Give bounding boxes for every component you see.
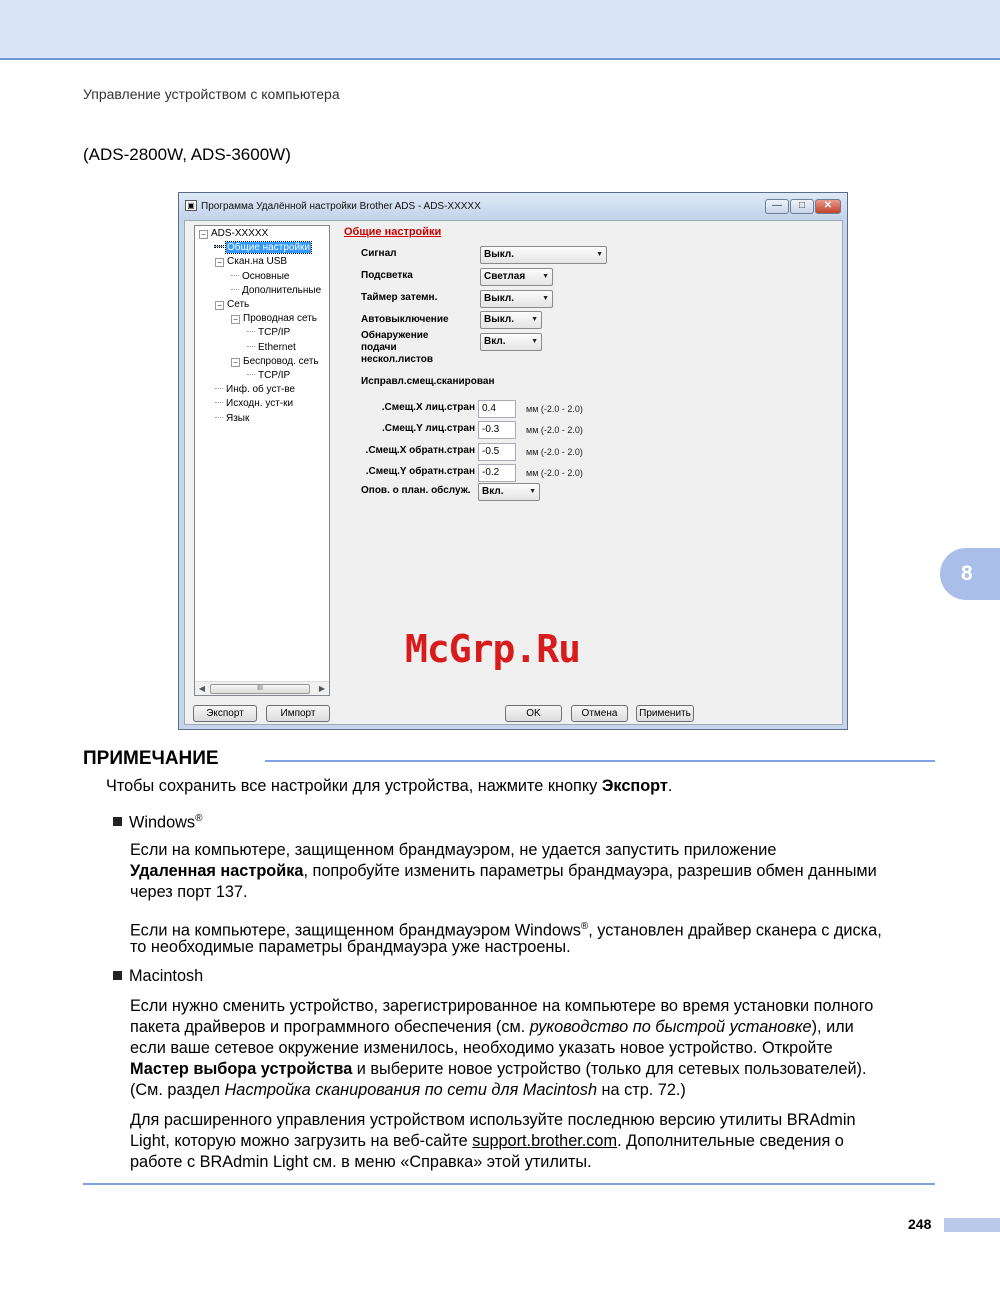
chevron-down-icon: ▼: [529, 488, 536, 495]
chevron-down-icon: ▼: [542, 273, 549, 280]
settings-tree[interactable]: [194, 225, 330, 696]
windows-p2-line2: то необходимые параметры брандмауэра уже настроены.: [130, 938, 571, 956]
offset-label: Смещ.Y лиц.стран.: [381, 423, 475, 434]
beep-label: Сигнал: [361, 248, 397, 259]
mac-p1-line1: Если нужно сменить устройство, зарегистрированное на компьютере во время установки полного: [130, 997, 874, 1015]
offset-range: мм (-2.0 - 2.0): [526, 425, 583, 435]
multifeed-label-1: Обнаружение: [361, 330, 429, 341]
tree-scrollbar[interactable]: [195, 681, 329, 695]
ok-button[interactable]: OK: [505, 705, 562, 722]
windows-p1-line3: через порт 137.: [130, 883, 248, 901]
tree-connector: [215, 388, 223, 389]
scan-offset-heading: Исправл.смещ.сканирован: [361, 376, 495, 387]
dim-timer-label: Таймер затемн.: [361, 292, 438, 303]
offset-range: мм (-2.0 - 2.0): [526, 404, 583, 414]
note-divider: [265, 760, 935, 762]
mac-p2-line3: работе с BRAdmin Light см. в меню «Справка» этой утилиты.: [130, 1153, 592, 1171]
chevron-down-icon: ▼: [542, 295, 549, 302]
tree-item[interactable]: [247, 327, 290, 339]
tree-item-label: Проводная сеть: [243, 313, 317, 325]
import-button[interactable]: Импорт: [266, 705, 330, 722]
windows-p1-line2: Удаленная настройка, попробуйте изменить параметры брандмауэра, разрешив обмен данными: [130, 862, 877, 880]
tree-item[interactable]: [215, 398, 293, 410]
tree-item[interactable]: [215, 384, 295, 396]
maximize-button[interactable]: □: [790, 199, 814, 214]
scroll-right-icon[interactable]: ▶: [318, 684, 326, 693]
windows-bullet: Windows®: [113, 808, 202, 833]
app-icon: ▣: [185, 200, 197, 211]
scroll-left-icon[interactable]: ◀: [198, 684, 206, 693]
mac-p2-line1: Для расширенного управления устройством используйте последнюю версию утилиты BRAdmin: [130, 1111, 856, 1129]
tree-item-label: Инф. об уст-ве: [226, 384, 296, 396]
chevron-down-icon: ▼: [531, 316, 538, 323]
tree-expander-icon[interactable]: −: [231, 315, 240, 324]
multifeed-label-2: подачи: [361, 342, 397, 353]
tree-connector: [215, 246, 223, 247]
auto-off-select[interactable]: Выкл. ▼: [480, 311, 542, 329]
tree-item[interactable]: [215, 242, 311, 254]
tree-item-label: Сеть: [227, 299, 250, 310]
bullet-square-icon: [113, 817, 122, 826]
tree-item[interactable]: [231, 285, 321, 297]
mac-p2-line2: Light, которую можно загрузить на веб-сайте support.brother.com. Дополнительные сведения о: [130, 1132, 844, 1150]
section-title: Общие настройки: [344, 226, 442, 238]
tree-connector: [247, 346, 255, 347]
tree-item-label: Скан.на USB: [227, 256, 288, 268]
offset-input[interactable]: -0.5: [478, 443, 516, 461]
tree-item[interactable]: [215, 299, 249, 311]
tree-connector: [231, 289, 239, 290]
chapter-tab[interactable]: 8: [940, 548, 1000, 600]
chevron-down-icon: ▼: [531, 338, 538, 345]
watermark: McGrp.Ru: [405, 627, 581, 671]
macintosh-bullet: Macintosh: [113, 966, 203, 987]
tree-connector: [215, 417, 223, 418]
tree-item-label: Общие настройки: [227, 242, 310, 254]
auto-off-label: Автовыключение: [361, 314, 449, 325]
tree-item[interactable]: [231, 313, 317, 325]
tree-expander-icon[interactable]: −: [215, 301, 224, 310]
tree-item[interactable]: [215, 413, 249, 425]
mac-p1-line4: Мастер выбора устройства и выберите новое устройство (только для сетевых пользователей).: [130, 1060, 867, 1078]
tree-item[interactable]: [231, 271, 289, 283]
tree-item-label: Дополнительные: [242, 284, 322, 296]
tree-item[interactable]: [247, 370, 290, 382]
mac-p1-line5: (См. раздел Настройка сканирования по сети для Macintosh на стр. 72.): [130, 1081, 686, 1099]
tree-item-label: Язык: [226, 412, 250, 424]
windows-p2-line1: Если на компьютере, защищенном брандмауэром Windows®, установлен драйвер сканера с диска,: [130, 921, 882, 940]
mac-p1-line2: пакета драйверов и программного обеспечения (см. руководство по быстрой установке), или: [130, 1018, 854, 1036]
tree-expander-icon[interactable]: −: [199, 230, 208, 239]
offset-input[interactable]: -0.3: [478, 421, 516, 439]
tree-item[interactable]: [247, 342, 296, 354]
offset-label: Смещ.X обратн.стран.: [365, 445, 475, 456]
window-title: Программа Удалённой настройки Brother ADS - ADS-XXXXX: [201, 201, 481, 212]
page-number-bar: [944, 1218, 1000, 1232]
tree-item-label: TCP/IP: [258, 370, 291, 381]
apply-button[interactable]: Применить: [636, 705, 694, 722]
tree-item-label: TCP/IP: [258, 327, 291, 339]
tree-expander-icon[interactable]: −: [215, 258, 224, 267]
bullet-square-icon: [113, 971, 122, 980]
tree-item-label: ADS-XXXXX: [211, 228, 269, 239]
header-band: [0, 0, 1000, 60]
backlight-label: Подсветка: [361, 270, 413, 281]
mac-p1-line3: если ваше сетевое окружение изменилось, необходимо указать новое устройство. Откройте: [130, 1039, 833, 1057]
tree-connector: [231, 275, 239, 276]
page-number: 248: [908, 1216, 932, 1232]
minimize-button[interactable]: —: [765, 199, 789, 214]
offset-range: мм (-2.0 - 2.0): [526, 468, 583, 478]
tree-connector: [247, 331, 255, 332]
running-header: Управление устройством с компьютера: [83, 86, 340, 102]
beep-select[interactable]: Выкл. ▼: [480, 246, 607, 264]
multifeed-select[interactable]: Вкл. ▼: [480, 333, 542, 351]
dim-timer-select[interactable]: Выкл. ▼: [480, 290, 553, 308]
tree-item-label: Исходн. уст-ки: [226, 398, 294, 410]
backlight-select[interactable]: Светлая ▼: [480, 268, 553, 286]
offset-range: мм (-2.0 - 2.0): [526, 447, 583, 457]
tree-item[interactable]: [231, 356, 319, 368]
chevron-down-icon: ▼: [596, 251, 603, 258]
footer-divider: [83, 1183, 935, 1185]
offset-label: Смещ.X лиц.стран.: [381, 402, 475, 413]
close-button[interactable]: ✕: [815, 199, 841, 214]
tree-expander-icon[interactable]: −: [231, 358, 240, 367]
offset-label: Смещ.Y обратн.стран.: [365, 466, 475, 477]
tree-item-label: Ethernet: [258, 341, 296, 353]
tree-item[interactable]: [215, 256, 287, 268]
offset-input[interactable]: -0.2: [478, 464, 516, 482]
model-list: (ADS-2800W, ADS-3600W): [83, 145, 291, 164]
maintenance-label: Опов. о план. обслуж.: [361, 485, 471, 496]
tree-item[interactable]: [199, 228, 268, 240]
tree-item-label: Основные: [242, 270, 290, 282]
cancel-button[interactable]: Отмена: [571, 705, 628, 722]
multifeed-label-3: нескол.листов: [361, 354, 433, 365]
note-intro: Чтобы сохранить все настройки для устройства, нажмите кнопку Экспорт.: [106, 777, 673, 795]
windows-p1-line1: Если на компьютере, защищенном брандмауэром, не удается запустить приложение: [130, 841, 777, 859]
window-titlebar: [179, 193, 847, 219]
export-button[interactable]: Экспорт: [193, 705, 257, 722]
maintenance-select[interactable]: Вкл. ▼: [478, 483, 540, 501]
offset-input[interactable]: 0.4: [478, 400, 516, 418]
tree-connector: [215, 402, 223, 403]
support-link[interactable]: support.brother.com: [472, 1132, 618, 1150]
tree-item-label: Беспровод. сеть: [243, 355, 319, 367]
scroll-thumb[interactable]: III: [210, 684, 310, 694]
tree-connector: [247, 374, 255, 375]
note-title: ПРИМЕЧАНИЕ: [83, 748, 219, 769]
